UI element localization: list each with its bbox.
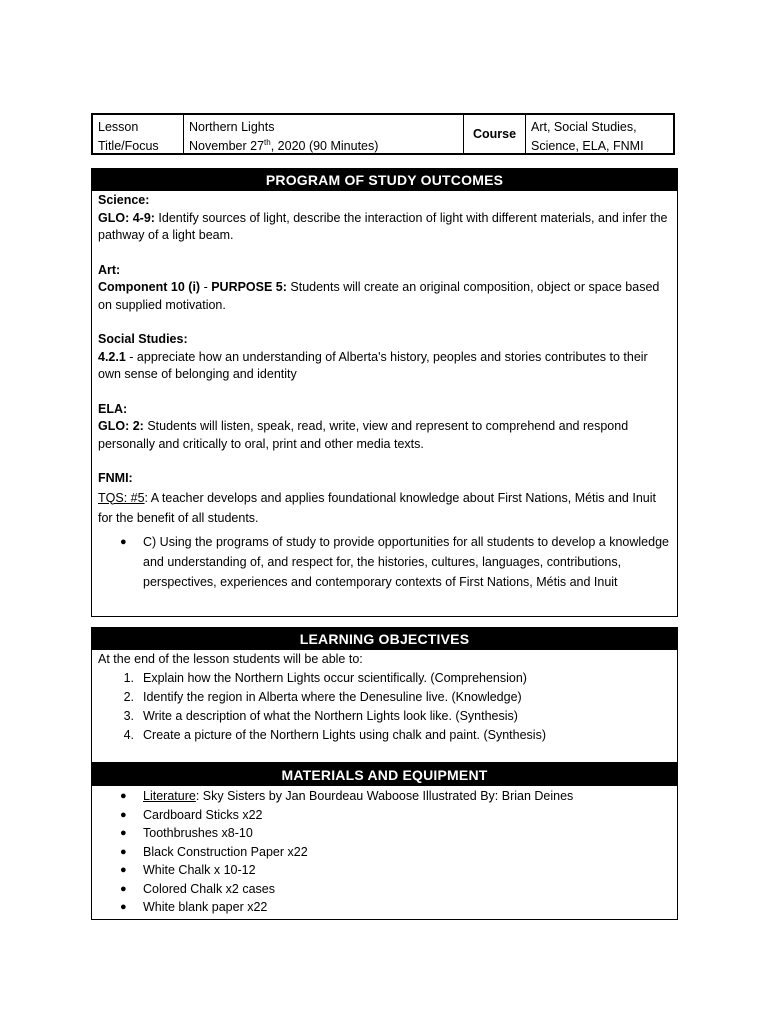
objective-text: Write a description of what the Northern Lights look like. (Synthesis)	[143, 708, 518, 723]
list-item	[98, 688, 671, 707]
bullet-icon: ●	[120, 864, 127, 876]
learning-objectives-heading: LEARNING OBJECTIVES	[92, 628, 677, 650]
art-label: Art:	[98, 262, 121, 277]
ela-outcome: GLO: 2: Students will listen, speak, read, write, view and represent to comprehend and respond personally and critically to oral, print and other media texts.	[98, 419, 629, 451]
material-item: Toothbrushes x8-10	[143, 826, 253, 840]
social-studies-label: Social Studies:	[98, 332, 188, 346]
social-studies-outcome: 4.2.1 - appreciate how an understanding of Alberta's history, peoples and stories contributes to their own sense of belonging and identity	[98, 349, 648, 381]
objective-text: Explain how the Northern Lights occur scientifically. (Comprehension)	[143, 670, 527, 685]
bullet-icon: ●	[120, 827, 127, 839]
lesson-date: November 27th, 2020 (90 Minutes)	[189, 137, 379, 153]
bullet-icon: ●	[120, 535, 127, 548]
science-outcome: GLO: 4-9: Identify sources of light, describe the interaction of light with different materials, and infer the pathway of a light beam.	[98, 210, 668, 242]
material-item: Black Construction Paper x22	[143, 844, 308, 859]
material-item: Cardboard Sticks x22	[143, 807, 263, 822]
program-outcomes-section	[91, 168, 678, 617]
bullet-icon: ●	[120, 790, 127, 802]
program-outcomes-body	[92, 191, 677, 596]
materials-body	[92, 786, 677, 921]
list-item	[98, 861, 671, 880]
list-item	[98, 824, 671, 843]
learning-objectives-body	[92, 650, 677, 749]
literature-label: Literature	[143, 789, 196, 803]
material-item: White Chalk x 10-12	[143, 863, 256, 877]
material-item: White blank paper x22	[143, 900, 268, 914]
literature-text: : Sky Sisters by Jan Bourdeau Waboose Illustrated By: Brian Deines	[195, 789, 574, 803]
objective-text: Identify the region in Alberta where the Denesuline live. (Knowledge)	[143, 689, 522, 704]
list-item	[98, 898, 671, 917]
course-value-cell	[526, 115, 673, 153]
lesson-header-table	[91, 113, 675, 155]
science-label: Science:	[98, 193, 150, 207]
list-item	[98, 669, 671, 688]
list-item	[98, 726, 671, 745]
list-item	[98, 880, 671, 899]
lesson-title: Northern Lights	[189, 120, 275, 134]
objectives-list	[98, 669, 671, 745]
bullet-icon: ●	[120, 882, 127, 895]
title-focus-label: Title/Focus	[98, 139, 159, 153]
list-item	[98, 843, 671, 862]
course-line-1: Art, Social Studies,	[531, 120, 637, 134]
learning-objectives-section	[91, 627, 678, 763]
bullet-icon: ●	[120, 845, 127, 858]
materials-section	[91, 763, 678, 920]
objective-text: Create a picture of the Northern Lights using chalk and paint. (Synthesis)	[143, 727, 546, 742]
program-outcomes-heading: PROGRAM OF STUDY OUTCOMES	[92, 169, 677, 191]
list-item	[98, 806, 671, 825]
course-line-2: Science, ELA, FNMI	[531, 139, 644, 153]
objective-number: 3.	[123, 708, 134, 723]
material-item: Colored Chalk x2 cases	[143, 881, 276, 896]
objectives-intro: At the end of the lesson students will be able to:	[98, 652, 363, 666]
fnmi-outcome: TQS: #5: A teacher develops and applies foundational knowledge about First Nations, Métis and Inuit for the benefit of all students.	[98, 490, 656, 525]
objective-number: 4.	[123, 727, 134, 742]
lesson-title-cell	[184, 115, 464, 153]
materials-list	[98, 806, 671, 917]
bullet-icon: ●	[120, 901, 127, 913]
art-outcome: Component 10 (i) - PURPOSE 5: Students will create an original composition, object or space based on supplied motivation.	[98, 280, 660, 312]
objective-number: 1.	[123, 670, 134, 685]
list-item	[98, 707, 671, 726]
lesson-label: Lesson	[98, 120, 139, 134]
ela-label: ELA:	[98, 401, 128, 416]
objective-number: 2.	[123, 689, 134, 704]
lesson-title-label-cell	[93, 115, 184, 153]
fnmi-label: FNMI:	[98, 471, 133, 485]
list-item	[98, 787, 671, 806]
fnmi-bullet-text: C) Using the programs of study to provide opportunities for all students to develop a knowledge and understanding of, and respect for, the histories, cultures, languages, contributions, perspectives, experiences and contemporary contexts of First Nations, Métis and Inuit	[143, 534, 669, 589]
fnmi-bullet-item	[98, 532, 671, 592]
bullet-icon: ●	[120, 808, 127, 821]
course-label: Course	[464, 115, 526, 153]
materials-heading: MATERIALS AND EQUIPMENT	[92, 764, 677, 786]
